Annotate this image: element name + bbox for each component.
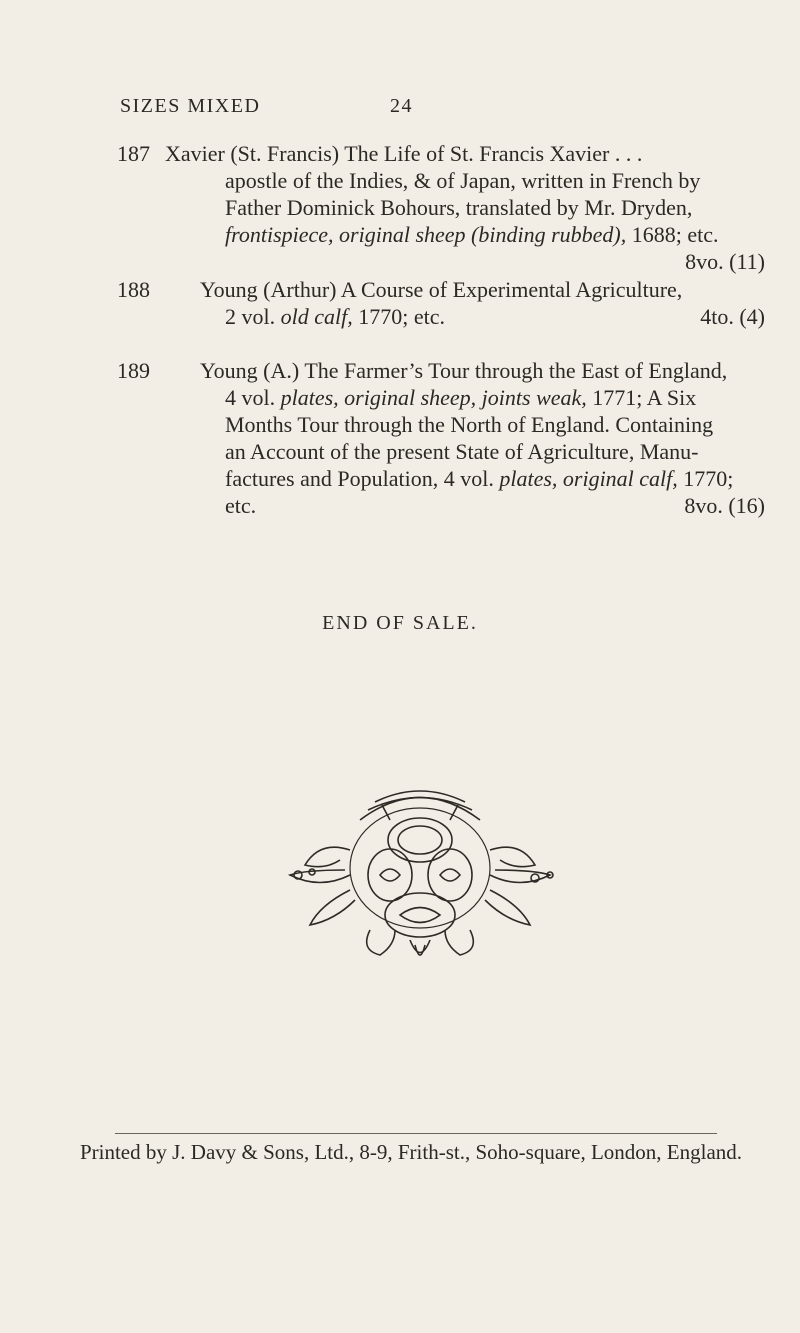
lot-line: an Account of the present State of Agriculture, Manu- — [225, 439, 699, 464]
lot-entry — [117, 276, 765, 330]
lot-format: 8vo. (11) — [685, 249, 765, 274]
lot-description-italic: old calf, — [280, 304, 353, 329]
lot-number: 187 — [117, 141, 150, 166]
printers-ornament-icon — [250, 780, 590, 980]
lot-description-rest: 1770; — [677, 466, 734, 491]
lot-description-plain: factures and Population, 4 vol. — [225, 466, 500, 491]
lot-line: Months Tour through the North of England. Containing — [225, 412, 714, 437]
end-of-sale: END OF SALE. — [322, 612, 478, 634]
lot-description-rest: 1688; etc. — [626, 222, 719, 247]
lot-description-rest: 1771; A Six — [586, 385, 697, 410]
section-title: SIZES MIXED — [120, 95, 261, 117]
lot-line: Young (A.) The Farmer’s Tour through the East of England, — [200, 358, 728, 383]
lot-description-rest: 1770; etc. — [352, 304, 445, 329]
lot-line — [200, 492, 765, 519]
lot-entry — [117, 357, 765, 519]
lot-line — [200, 221, 765, 248]
running-head — [120, 95, 740, 118]
lot-line: Young (Arthur) A Course of Experimental Agriculture, — [200, 277, 683, 302]
lot-description-italic: plates, original sheep, joints weak, — [280, 385, 587, 410]
lot-line: Xavier (St. Francis) The Life of St. Francis Xavier . . . — [165, 141, 643, 166]
divider — [115, 1133, 717, 1134]
lot-description-plain: 2 vol. — [225, 304, 281, 329]
lot-line: Father Dominick Bohours, translated by Mr. Dryden, — [225, 195, 693, 220]
lot-format-line — [200, 248, 765, 275]
lot-line: apostle of the Indies, & of Japan, written in French by — [225, 168, 701, 193]
printer-imprint: Printed by J. Davy & Sons, Ltd., 8-9, Frith-st., Soho-square, London, England. — [79, 1140, 743, 1164]
lot-number: 189 — [117, 358, 150, 383]
lot-number: 188 — [117, 277, 150, 302]
lot-description-plain: 4 vol. — [225, 385, 281, 410]
page-number: 24 — [390, 95, 413, 117]
lot-format: 8vo. (16) — [684, 493, 765, 518]
lot-description-plain: etc. — [225, 493, 257, 518]
lot-description-italic: plates, original calf, — [499, 466, 678, 491]
lot-line — [200, 465, 765, 492]
lot-entry — [117, 140, 765, 275]
lot-line — [200, 384, 765, 411]
lot-line — [200, 303, 765, 330]
lot-format: 4to. (4) — [700, 304, 765, 329]
lot-description-italic: frontispiece, original sheep (binding rubbed), — [225, 222, 627, 247]
